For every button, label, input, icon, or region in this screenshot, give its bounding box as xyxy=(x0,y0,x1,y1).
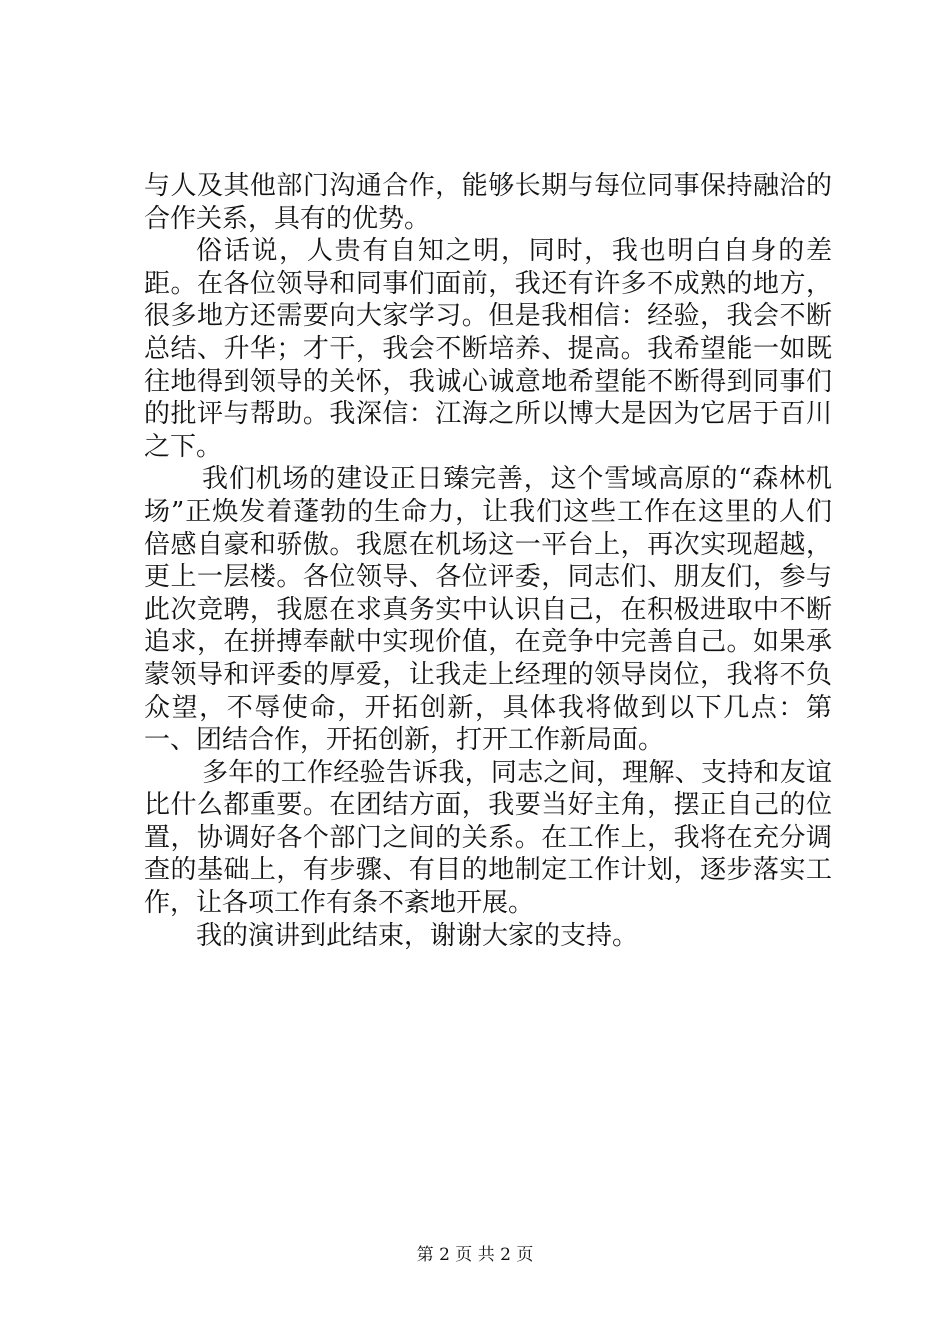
paragraph-2: 俗话说，人贵有自知之明，同时，我也明白自身的差距。在各位领导和同事们面前，我还有许多不成熟的地方，很多地方还需要向大家学习。但是我相信：经验，我会不断总结、升华；才干，我会不断培养、提高。我希望能一如既往地得到领导的关怀，我诚心诚意地希望能不断得到同事们的批评与帮助。我深信：江海之所以博大是因为它居于百川之下。 xyxy=(144,236,832,462)
page-footer: 第 2 页 共 2 页 xyxy=(416,1245,534,1265)
paragraph-1: 与人及其他部门沟通合作，能够长期与每位同事保持融洽的合作关系，具有的优势。 xyxy=(144,171,832,234)
paragraph-3: 我们机场的建设正日臻完善，这个雪域高原的“森林机场”正焕发着蓬勃的生命力，让我们这些工作在这里的人们倍感自豪和骄傲。我愿在机场这一平台上，再次实现超越，更上一层楼。各位领导、各位评委，同志们、朋友们，参与此次竞聘，我愿在求真务实中认识自己，在积极进取中不断追求，在拼搏奉献中实现价值，在竞争中完善自己。如果承蒙领导和评委的厚爱，让我走上经理的领导岗位，我将不负众望，不辱使命，开拓创新，具体我将做到以下几点：第一、团结合作，开拓创新，打开工作新局面。 xyxy=(144,464,832,756)
paragraph-4: 多年的工作经验告诉我，同志之间，理解、支持和友谊比什么都重要。在团结方面，我要当好主角，摆正自己的位置，协调好各个部门之间的关系。在工作上，我将在充分调查的基础上，有步骤、有目的地制定工作计划，逐步落实工作，让各项工作有条不紊地开展。 xyxy=(144,757,832,919)
paragraph-5: 我的演讲到此结束，谢谢大家的支持。 xyxy=(196,920,639,951)
document-body xyxy=(144,170,832,952)
